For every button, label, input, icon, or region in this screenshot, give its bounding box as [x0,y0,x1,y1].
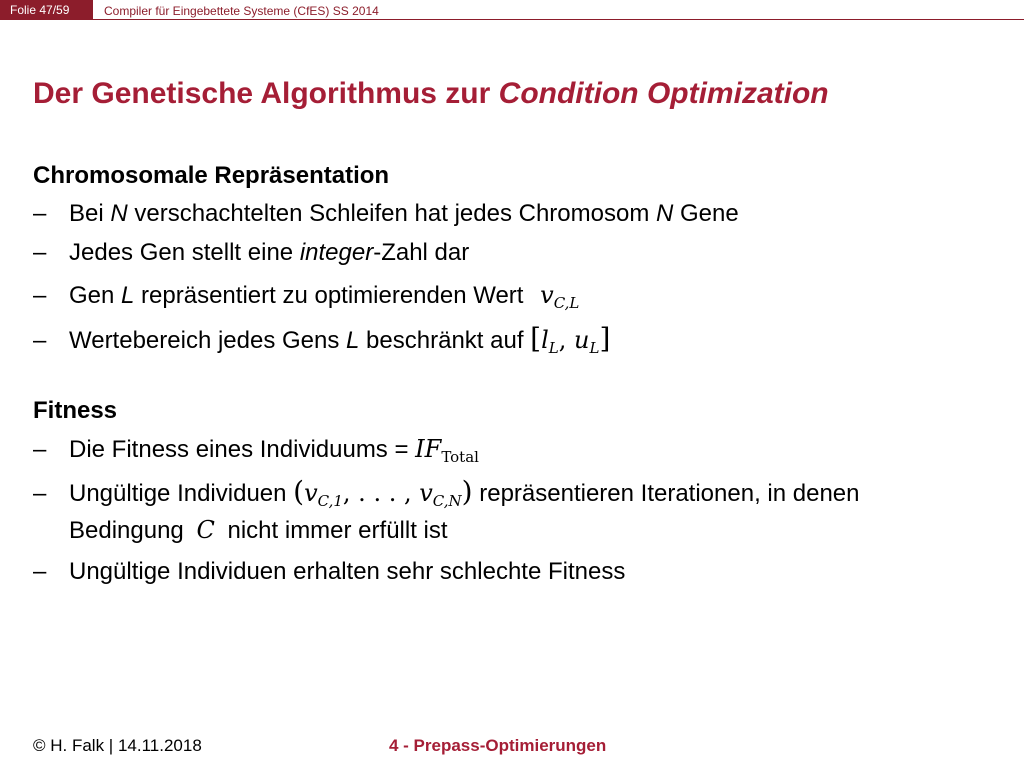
math-u [574,326,600,357]
math-sub: C,N [432,492,462,510]
math-v-c1 [304,479,343,510]
math-base: v [540,281,554,309]
bullet-fitness-1 [33,435,479,466]
math-tuple [293,475,473,510]
bullet-dash: – [33,436,47,463]
text: Ungültige Individuen [69,480,294,507]
header-divider [0,19,1024,20]
var-n: N [655,200,674,227]
bracket-open: [ [530,322,542,355]
math-v-cn [419,479,462,510]
math-sub: C,1 [317,492,343,510]
slide-title [33,77,829,111]
var-l: L [121,282,135,309]
var-l: L [346,327,360,354]
course-title: Compiler für Eingebettete Systeme (CfES) SS 2014 [104,4,379,18]
math-base: IF [415,435,442,463]
math-base: v [304,479,318,507]
slide-title-italic: Condition Optimization [498,77,829,110]
math-base: u [574,326,590,354]
math-sub: L [548,339,559,357]
math-interval [530,322,611,357]
text: Die Fitness eines Individuums = [69,436,416,463]
text: nicht immer erfüllt ist [220,517,448,544]
paren-close: ) [461,475,473,508]
math-base: v [419,479,433,507]
bullet-chromosome-2 [33,239,469,267]
text: Ungültige Individuen erhalten sehr schlechte Fitness [69,558,626,585]
math-l [541,326,559,357]
bullet-dash: – [33,282,47,309]
bullet-chromosome-3 [33,281,579,312]
math-sub: Total [441,448,479,466]
bullet-chromosome-1 [33,200,739,228]
text: repräsentiert zu optimierenden Wert [134,282,524,309]
math-comma: , [558,326,575,354]
var-n: N [110,200,128,227]
text: beschränkt auf [359,327,524,354]
bullet-chromosome-4 [33,322,610,357]
bullet-dash: – [33,558,47,585]
slide-title-plain: Der Genetische Algorithmus zur [33,77,499,110]
bullet-dash: – [33,327,47,354]
math-c: C [196,516,215,544]
italic-integer: integer [299,239,374,266]
math-dots: , . . . , [342,479,420,507]
paren-open: ( [293,475,305,508]
bracket-close: ] [599,322,611,355]
bullet-fitness-2-continuation [69,516,448,545]
slide-number-badge: Folie 47/59 [0,0,93,20]
text: -Zahl dar [373,239,470,266]
section-heading-fitness: Fitness [33,397,118,424]
footer-chapter: 4 - Prepass-Optimierungen [389,736,607,755]
bullet-dash: – [33,480,47,507]
math-base: l [541,326,549,354]
math-if-total [415,435,479,466]
text: Wertebereich jedes Gens [69,327,347,354]
text: Gene [673,200,739,227]
bullet-dash: – [33,239,47,266]
text: Jedes Gen stellt eine [69,239,300,266]
text: Bei [69,200,111,227]
math-sub: L [589,339,600,357]
math-v-cl [540,281,580,312]
text: Gen [69,282,122,309]
section-heading-chromosome: Chromosomale Repräsentation [33,162,390,189]
text: verschachtelten Schleifen hat jedes Chromosom [127,200,656,227]
math-sub: C,L [553,294,580,312]
text: Bedingung [69,517,191,544]
footer-author-date: © H. Falk | 14.11.2018 [33,736,202,755]
header-bar [0,0,1024,20]
bullet-dash: – [33,200,47,227]
text: repräsentieren Iterationen, in denen [472,480,860,507]
bullet-fitness-3 [33,558,625,586]
bullet-fitness-2 [33,475,860,510]
